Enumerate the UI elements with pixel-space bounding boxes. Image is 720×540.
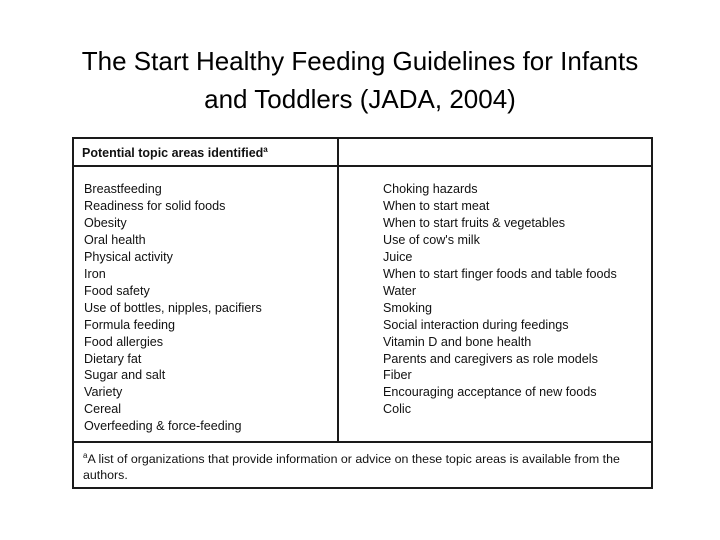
list-item: Social interaction during feedings bbox=[383, 317, 569, 332]
list-item: Vitamin D and bone health bbox=[383, 334, 532, 349]
table-footnote bbox=[83, 448, 648, 483]
right-topic-list bbox=[383, 181, 617, 418]
table-header bbox=[74, 139, 651, 167]
header-footnote-mark: a bbox=[263, 145, 268, 154]
footnote-mark: a bbox=[83, 451, 88, 460]
list-item: Food safety bbox=[84, 283, 150, 298]
list-item: Use of bottles, nipples, pacifiers bbox=[84, 300, 262, 315]
list-item: Cereal bbox=[84, 402, 122, 417]
left-topic-list bbox=[84, 181, 262, 435]
list-item: Smoking bbox=[383, 300, 432, 315]
column-divider bbox=[337, 139, 339, 441]
list-item: Iron bbox=[84, 266, 106, 281]
list-item: Obesity bbox=[84, 215, 127, 230]
list-item: Use of cow's milk bbox=[383, 232, 480, 247]
slide-title bbox=[0, 42, 720, 118]
list-item: Breastfeeding bbox=[84, 182, 162, 196]
list-item: Colic bbox=[383, 402, 411, 417]
list-item: Juice bbox=[383, 249, 413, 264]
list-item: Oral health bbox=[84, 232, 146, 247]
list-item: Variety bbox=[84, 385, 123, 400]
list-item: Readiness for solid foods bbox=[84, 198, 226, 213]
list-item: Encouraging acceptance of new foods bbox=[383, 385, 597, 400]
footnote-divider bbox=[74, 441, 651, 443]
list-item: When to start fruits & vegetables bbox=[383, 215, 565, 230]
list-item: When to start finger foods and table foods bbox=[383, 266, 617, 281]
list-item: When to start meat bbox=[383, 198, 490, 213]
table-header-text bbox=[82, 145, 268, 160]
list-item: Overfeeding & force-feeding bbox=[84, 419, 242, 434]
footnote-text: A list of organizations that provide information or advice on these topic areas is available from the authors. bbox=[83, 452, 620, 483]
title-line-2: and Toddlers (JADA, 2004) bbox=[204, 84, 516, 114]
list-item: Physical activity bbox=[84, 249, 173, 264]
list-item: Formula feeding bbox=[84, 317, 176, 332]
title-line-1: The Start Healthy Feeding Guidelines for Infants bbox=[81, 46, 639, 76]
header-label: Potential topic areas identified bbox=[82, 146, 264, 161]
topic-areas-table bbox=[72, 137, 653, 489]
list-item: Parents and caregivers as role models bbox=[383, 351, 598, 366]
list-item: Food allergies bbox=[84, 334, 164, 349]
list-item: Dietary fat bbox=[84, 351, 142, 366]
list-item: Sugar and salt bbox=[84, 368, 166, 383]
list-item: Water bbox=[383, 283, 417, 298]
list-item: Choking hazards bbox=[383, 182, 478, 196]
list-item: Fiber bbox=[383, 368, 412, 383]
